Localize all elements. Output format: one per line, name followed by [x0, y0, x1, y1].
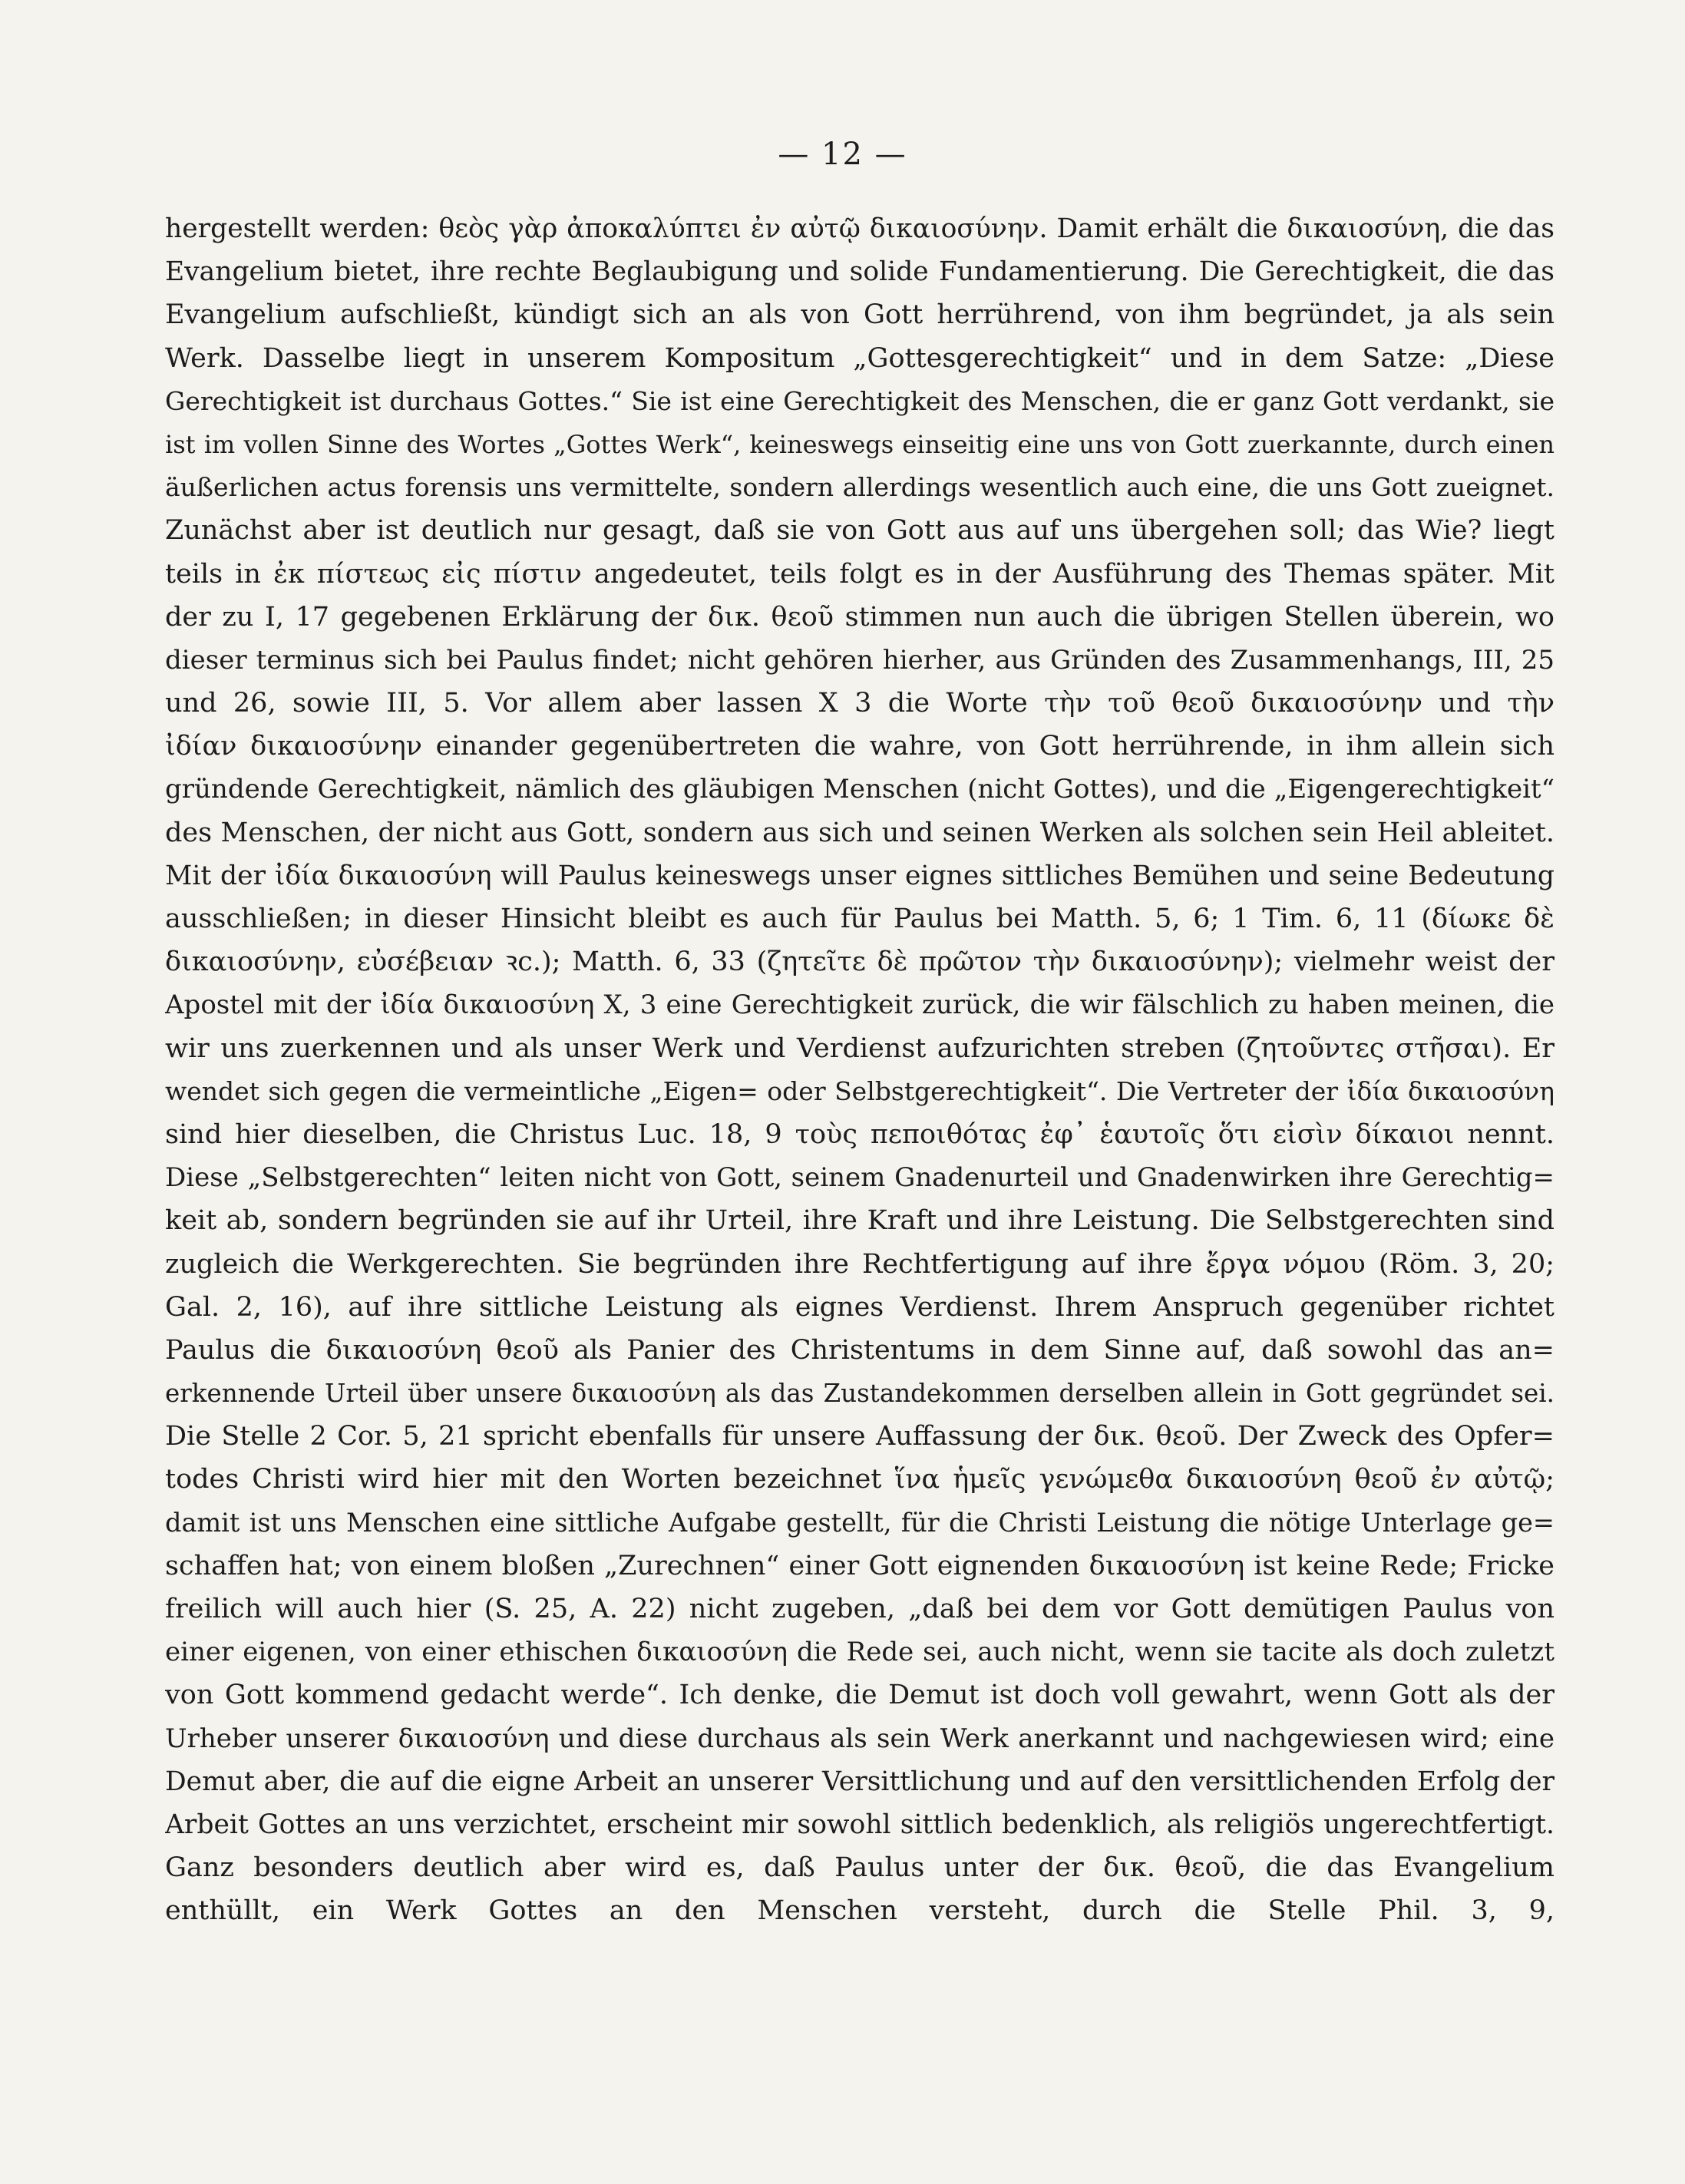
text-line: Evangelium aufschließt, kündigt sich an als von Gott herrührend, von ihm begründet, ja als sein	[165, 299, 1554, 331]
text-line: der zu I, 17 gegebenen Erklärung der δικ. θεοῦ stimmen nun auch die übrigen Stellen überein, wo	[165, 601, 1554, 633]
text-line: Ganz besonders deutlich aber wird es, daß Paulus unter der δικ. θεοῦ, die das Evangelium	[165, 1852, 1554, 1884]
text-line: freilich will auch hier (S. 25, A. 22) nicht zugeben, „daß bei dem vor Gott demütigen Paulus von	[165, 1594, 1554, 1624]
text-line: hergestellt werden: θεὸς γὰρ ἀποκαλύπτει ἐν αὐτῷ δικαιοσύνην. Damit erhält die δικαιοσύνη, die das	[165, 213, 1554, 244]
text-line: Evangelium bietet, ihre rechte Beglaubigung und solide Fundamentierung. Die Gerechtigkeit, die das	[165, 256, 1554, 288]
text-line: Mit der ἰδία δικαιοσύνη will Paulus keineswegs unser eignes sittliches Bemühen und seine Bedeutung	[165, 860, 1554, 891]
text-line: Die Stelle 2 Cor. 5, 21 spricht ebenfalls für unsere Auffassung der δικ. θεοῦ. Der Zweck des Opfer=	[165, 1421, 1554, 1452]
text-line: schaffen hat; von einem bloßen „Zurechnen“ einer Gott eignenden δικαιοσύνη ist keine Rede; Fricke	[165, 1550, 1554, 1581]
text-line: todes Christi wird hier mit den Worten bezeichnet ἵνα ἡμεῖς γενώμεθα δικαιοσύνη θεοῦ ἐν αὐτῷ;	[165, 1464, 1554, 1495]
text-line: einer eigenen, von einer ethischen δικαιοσύνη die Rede sei, auch nicht, wenn sie tacite als doch zuletzt	[165, 1637, 1554, 1668]
text-line: Apostel mit der ἰδία δικαιοσύνη X, 3 eine Gerechtigkeit zurück, die wir fälschlich zu haben meinen, die	[165, 990, 1554, 1021]
text-line: dieser terminus sich bei Paulus findet; nicht gehören hierher, aus Gründen des Zusammenhangs, III, 25	[165, 644, 1554, 676]
text-line: von Gott kommend gedacht werde“. Ich denke, die Demut ist doch voll gewahrt, wenn Gott als der	[165, 1680, 1554, 1711]
text-line: Werk. Dasselbe liegt in unserem Kompositum „Gottesgerechtigkeit“ und in dem Satze: „Diese	[165, 342, 1554, 374]
text-line: gründende Gerechtigkeit, nämlich des gläubigen Menschen (nicht Gottes), und die „Eigengerechtigkeit“	[165, 774, 1554, 805]
text-line: erkennende Urteil über unsere δικαιοσύνη als das Zustandekommen derselben allein in Gott gegründet sei.	[165, 1379, 1554, 1409]
text-line: δικαιοσύνην, εὐσέβειαν ꝛc.); Matth. 6, 33 (ζητεῖτε δὲ πρῶτον τὴν δικαιοσύνην); vielmehr weist der	[165, 947, 1554, 978]
text-line: Zunächst aber ist deutlich nur gesagt, daß sie von Gott aus auf uns übergehen soll; das Wie? liegt	[165, 515, 1554, 547]
text-line: ausschließen; in dieser Hinsicht bleibt es auch für Paulus bei Matth. 5, 6; 1 Tim. 6, 11 (δίωκε δὲ	[165, 904, 1554, 934]
text-line: Diese „Selbstgerechten“ leiten nicht von Gott, seinem Gnadenurteil und Gnadenwirken ihre Gerechtig=	[165, 1162, 1554, 1194]
text-line: ἰδίαν δικαιοσύνην einander gegenübertreten die wahre, von Gott herrührende, in ihm allein sich	[165, 731, 1554, 762]
text-line: Gerechtigkeit ist durchaus Gottes.“ Sie ist eine Gerechtigkeit des Menschen, die er ganz Gott verdankt, sie	[165, 385, 1554, 416]
text-line: enthüllt, ein Werk Gottes an den Menschen versteht, durch die Stelle Phil. 3, 9,	[165, 1895, 1554, 1927]
text-line: damit ist uns Menschen eine sittliche Aufgabe gestellt, für die Christi Leistung die nötige Unterlage ge=	[165, 1507, 1554, 1538]
text-line: des Menschen, der nicht aus Gott, sondern aus sich und seinen Werken als solchen sein Heil ableitet.	[165, 817, 1554, 848]
text-line: Urheber unserer δικαιοσύνη und diese durchaus als sein Werk anerkannt und nachgewiesen wird; eine	[165, 1723, 1554, 1754]
text-line: wendet sich gegen die vermeintliche „Eigen= oder Selbstgerechtigkeit“. Die Vertreter der ἰδία δικαιοσύνη	[165, 1075, 1554, 1106]
text-line: sind hier dieselben, die Christus Luc. 18, 9 τοὺς πεποιθότας ἐφ᾽ ἑαυτοῖς ὅτι εἰσὶν δίκαιοι nennt.	[165, 1118, 1554, 1150]
text-line: und 26, sowie III, 5. Vor allem aber lassen X 3 die Worte τὴν τοῦ θεοῦ δικαιοσύνην und τὴν	[165, 688, 1554, 719]
page-number: — 12 —	[778, 137, 907, 172]
text-line: äußerlichen actus forensis uns vermittelte, sondern allerdings wesentlich auch eine, die uns Gott zueignet.	[165, 472, 1554, 503]
text-line: Paulus die δικαιοσύνη θεοῦ als Panier des Christentums in dem Sinne auf, daß sowohl das an=	[165, 1334, 1554, 1366]
body-text	[165, 207, 1554, 1933]
text-line: Arbeit Gottes an uns verzichtet, erscheint mir sowohl sittlich bedenklich, als religiös ungerechtfertigt.	[165, 1809, 1554, 1840]
text-line: Demut aber, die auf die eigne Arbeit an unserer Versittlichung und auf den versittlichenden Erfolg der	[165, 1766, 1554, 1797]
text-line: ist im vollen Sinne des Wortes „Gottes Werk“, keineswegs einseitig eine uns von Gott zuerkannte, durch einen	[165, 429, 1554, 459]
text-line: teils in ἐκ πίστεως εἰς πίστιν angedeutet, teils folgt es in der Ausführung des Themas später. Mit	[165, 558, 1554, 590]
text-line: zugleich die Werkgerechten. Sie begründen ihre Rechtfertigung auf ihre ἔργα νόμου (Röm. 3, 20;	[165, 1248, 1554, 1280]
text-line: wir uns zuerkennen und als unser Werk und Verdienst aufzurichten streben (ζητοῦντες στῆσαι). Er	[165, 1033, 1554, 1064]
text-line: Gal. 2, 16), auf ihre sittliche Leistung als eignes Verdienst. Ihrem Anspruch gegenüber richtet	[165, 1291, 1554, 1323]
text-line: keit ab, sondern begründen sie auf ihr Urteil, ihre Kraft und ihre Leistung. Die Selbstgerechten sind	[165, 1205, 1554, 1237]
